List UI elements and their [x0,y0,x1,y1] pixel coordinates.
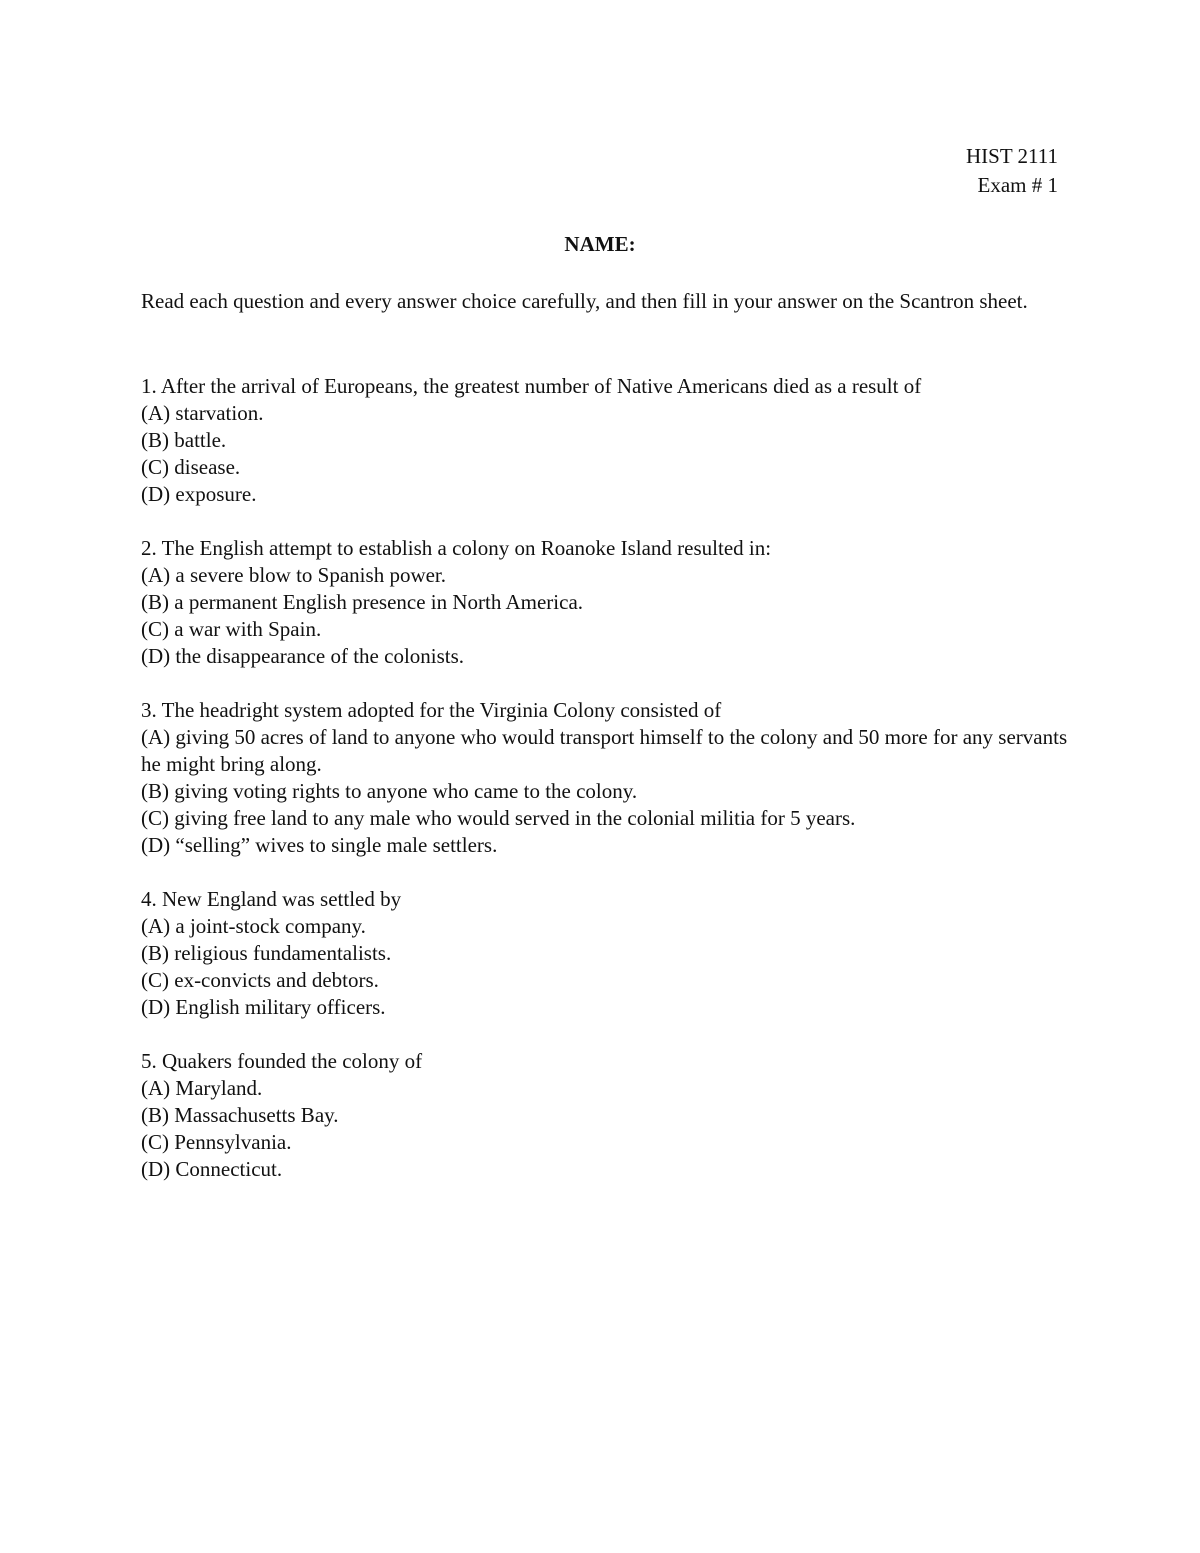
answer-choice-a: (A) starvation. [141,401,264,425]
answer-choice-a: (A) a severe blow to Spanish power. [141,563,447,587]
name-label: NAME: [564,232,636,256]
question-2 [141,535,1071,670]
question-4 [141,886,1071,1021]
answer-choice-c: (C) giving free land to any male who would served in the colonial militia for 5 years. [141,806,856,830]
course-code: HIST 2111 [966,144,1058,168]
answer-choice-b: (B) Massachusetts Bay. [141,1103,339,1127]
answer-choice-c: (C) disease. [141,455,241,479]
answer-choice-d: (D) exposure. [141,482,257,506]
question-list [141,373,1071,1210]
answer-choice-a: (A) a joint-stock company. [141,914,366,938]
instructions: Read each question and every answer choice carefully, and then fill in your answer on the Scantron sheet. [141,289,1028,313]
question-1 [141,373,1071,508]
question-text: 5. Quakers founded the colony of [141,1049,423,1073]
answer-choice-a: (A) Maryland. [141,1076,263,1100]
answer-choice-b: (B) a permanent English presence in North America. [141,590,584,614]
answer-choice-c: (C) a war with Spain. [141,617,322,641]
answer-choice-c: (C) ex-convicts and debtors. [141,968,379,992]
exam-header [966,142,1058,200]
exam-number: Exam # 1 [977,173,1058,197]
question-text: 1. After the arrival of Europeans, the greatest number of Native Americans died as a result of [141,374,922,398]
question-3 [141,697,1071,859]
answer-choice-d: (D) the disappearance of the colonists. [141,644,465,668]
question-text: 3. The headright system adopted for the Virginia Colony consisted of [141,698,722,722]
answer-choice-a: (A) giving 50 acres of land to anyone who would transport himself to the colony and 50 more for any servants he might bring along. [141,725,1068,776]
answer-choice-c: (C) Pennsylvania. [141,1130,292,1154]
answer-choice-b: (B) religious fundamentalists. [141,941,392,965]
question-5 [141,1048,1071,1183]
answer-choice-d: (D) “selling” wives to single male settlers. [141,833,498,857]
question-text: 4. New England was settled by [141,887,402,911]
answer-choice-d: (D) Connecticut. [141,1157,283,1181]
answer-choice-b: (B) battle. [141,428,227,452]
answer-choice-b: (B) giving voting rights to anyone who came to the colony. [141,779,638,803]
question-text: 2. The English attempt to establish a colony on Roanoke Island resulted in: [141,536,772,560]
answer-choice-d: (D) English military officers. [141,995,386,1019]
